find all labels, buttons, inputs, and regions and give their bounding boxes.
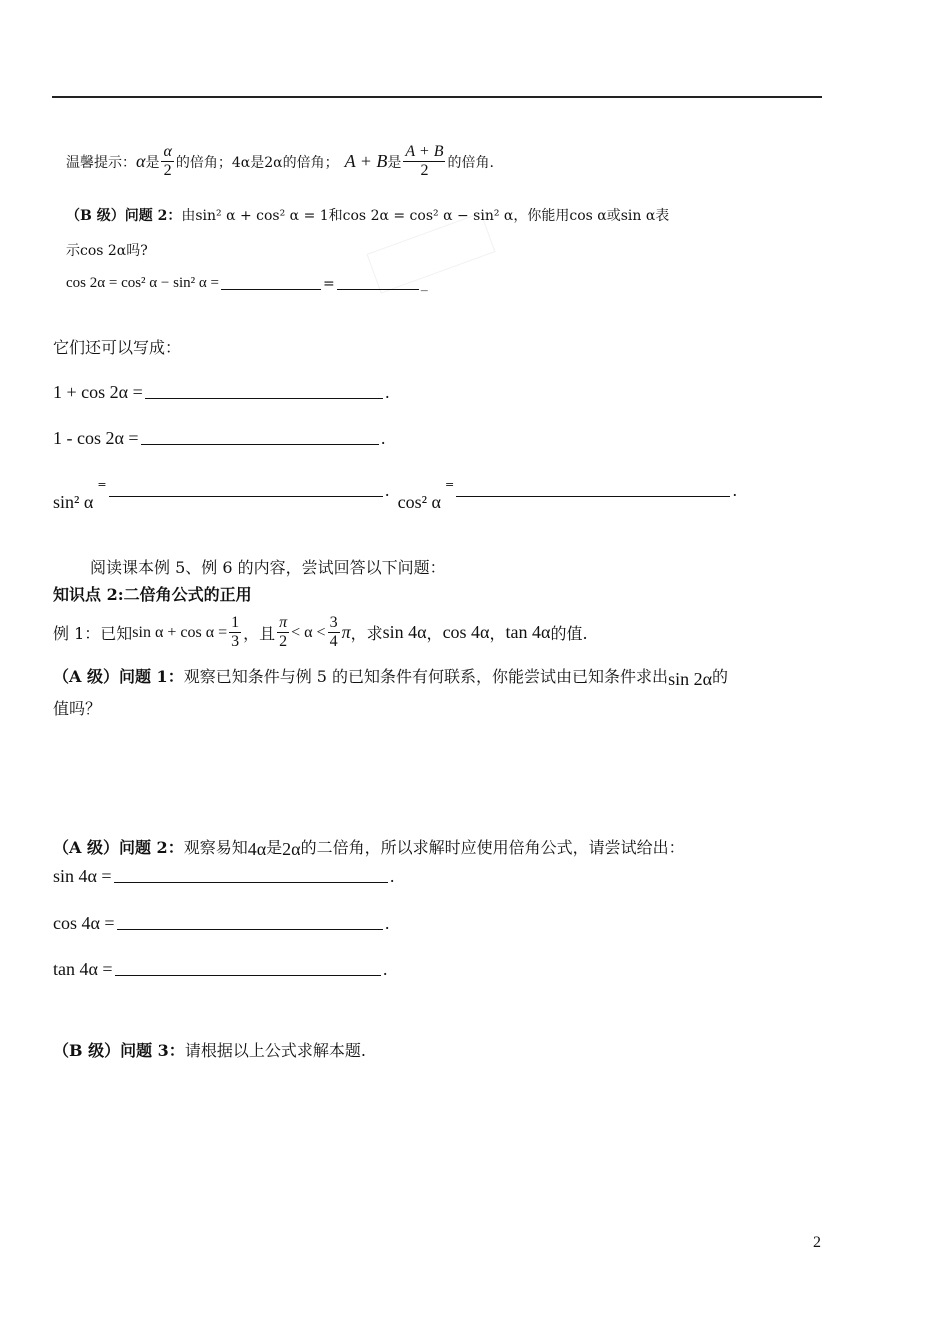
hint-frac-ab-over-2 [403, 143, 445, 181]
b-q2-text: 由sin² α + cos² α = 1和cos 2α = cos² α − sin² α，你能用cos α或sin α表 [181, 208, 670, 224]
ex1-t3: tan 4α [505, 622, 551, 643]
ex1-pi: π [341, 622, 351, 643]
b-q2-text2: 示cos 2α吗? [66, 243, 148, 259]
answer-blank[interactable] [115, 975, 381, 976]
a-q2-label: （A 级）问题 2： [53, 838, 184, 857]
answer-blank[interactable] [337, 289, 419, 290]
a-question-1-cont [53, 696, 101, 719]
b-q3-text: 请根据以上公式求解本题. [184, 1041, 366, 1060]
b-q2-formula: cos 2α = cos² α − sin² α = [66, 275, 219, 291]
ex1-end: 的值. [550, 624, 588, 644]
ex1-c1: ， [426, 624, 443, 644]
b-question-2 [66, 205, 669, 225]
ex1-t1: sin 4α [382, 622, 427, 643]
sin-sq: sin² α [53, 492, 94, 512]
trig-lhs: cos 4α = [53, 913, 115, 933]
sin-sq-end: . [384, 481, 390, 500]
answer-blank[interactable] [221, 289, 321, 290]
a-question-1 [53, 664, 728, 687]
trig-tan-4a [53, 959, 388, 980]
trig-cos-4a [53, 913, 390, 934]
cos-sq-end: . [732, 481, 738, 500]
hint-text1: 的倍角；4α是2α的倍角； [175, 154, 339, 171]
frac-den: 2 [420, 162, 429, 180]
form-end: . [380, 429, 386, 448]
frac-num: 3 [328, 614, 340, 633]
frac-den: 3 [231, 633, 240, 651]
a-q2-e1: 4α [247, 839, 267, 859]
b-q2-tail: _ [420, 275, 428, 292]
b-question-2-cont [66, 240, 148, 260]
b-q2-eq: = [322, 275, 335, 292]
hint-ab: A + B [344, 151, 388, 172]
cos-sq: cos² α [397, 492, 441, 512]
hint-shi2: 是 [387, 154, 402, 171]
form-1-minus-cos [53, 428, 386, 449]
example-1 [53, 614, 588, 652]
hint-text2: 的倍角. [447, 154, 494, 171]
hint-alpha: α [136, 151, 146, 172]
ex1-ask: ，求 [350, 624, 383, 644]
b-q3-label: （B 级）问题 3： [53, 1041, 185, 1060]
a-q2-e2: 2α [282, 839, 301, 859]
ex1-c2: ， [489, 624, 506, 644]
a-q2-text-a: 观察易知 [183, 838, 248, 857]
b-q2-label: （B 级）问题 2： [66, 208, 182, 224]
form-1-plus-cos [53, 382, 390, 403]
ex1-and: ，且 [243, 624, 276, 644]
knowledge-point-2 [53, 582, 252, 605]
header-rule [52, 96, 822, 98]
answer-blank[interactable] [456, 496, 730, 497]
hint-line [66, 143, 494, 181]
kp2-text: 知识点 2:二倍角公式的正用 [53, 585, 252, 604]
trig-sin-4a [53, 866, 395, 887]
hint-frac-alpha-over-2 [161, 143, 173, 181]
ex1-label: 例 1：已知 [53, 624, 133, 644]
answer-blank[interactable] [145, 398, 383, 399]
frac-num: A + B [403, 143, 445, 162]
trig-end: . [389, 867, 395, 886]
ex1-frac-pi-2 [277, 614, 289, 652]
ex1-cond: sin α + cos α = [132, 623, 228, 641]
trig-lhs: tan 4α = [53, 959, 113, 979]
form-lhs: 1 + cos 2α = [53, 382, 143, 402]
frac-den: 2 [163, 162, 172, 180]
trig-end: . [384, 914, 390, 933]
square-forms [53, 478, 738, 512]
hint-shi1: 是 [145, 154, 160, 171]
frac-num: π [277, 614, 289, 633]
b-q2-formula-line [66, 275, 428, 292]
a-q1-text: 观察已知条件与例 5 的已知条件有何联系，你能尝试由已知条件求出 [183, 667, 669, 686]
a-q2-text-b: 是 [266, 838, 283, 857]
frac-den: 4 [329, 633, 338, 651]
answer-blank[interactable] [114, 882, 388, 883]
form-lhs: 1 - cos 2α = [53, 428, 139, 448]
ex1-lt: < α < [291, 623, 326, 641]
form-end: . [384, 383, 390, 402]
a-q1-text2: 值吗？ [53, 699, 102, 718]
trig-lhs: sin 4α = [53, 866, 112, 886]
also-text: 它们还可以写成： [53, 338, 182, 357]
a-q2-text-c: 的二倍角，所以求解时应使用倍角公式，请尝试给出： [300, 838, 685, 857]
frac-den: 2 [279, 633, 288, 651]
sin-sq-eq: = [97, 478, 107, 491]
answer-blank[interactable] [117, 929, 383, 930]
answer-blank[interactable] [141, 444, 379, 445]
cos-sq-eq: = [444, 478, 455, 491]
read-instruction [90, 555, 446, 578]
a-q1-label: （A 级）问题 1： [53, 667, 184, 686]
answer-blank[interactable] [109, 496, 383, 497]
page-number: 2 [813, 1234, 821, 1251]
a-q1-expr: sin 2α [668, 669, 712, 689]
also-written [53, 335, 181, 358]
ex1-t2: cos 4α [442, 622, 490, 643]
ex1-frac-1-3 [229, 614, 241, 652]
frac-num: 1 [229, 614, 241, 633]
trig-end: . [382, 960, 388, 979]
b-question-3 [53, 1038, 366, 1061]
frac-num: α [161, 143, 173, 162]
read-text: 阅读课本例 5、例 6 的内容，尝试回答以下问题： [90, 558, 446, 577]
a-q1-end: 的 [712, 667, 729, 686]
hint-label: 温馨提示： [66, 154, 136, 171]
ex1-frac-3-4 [328, 614, 340, 652]
a-question-2 [53, 835, 685, 858]
